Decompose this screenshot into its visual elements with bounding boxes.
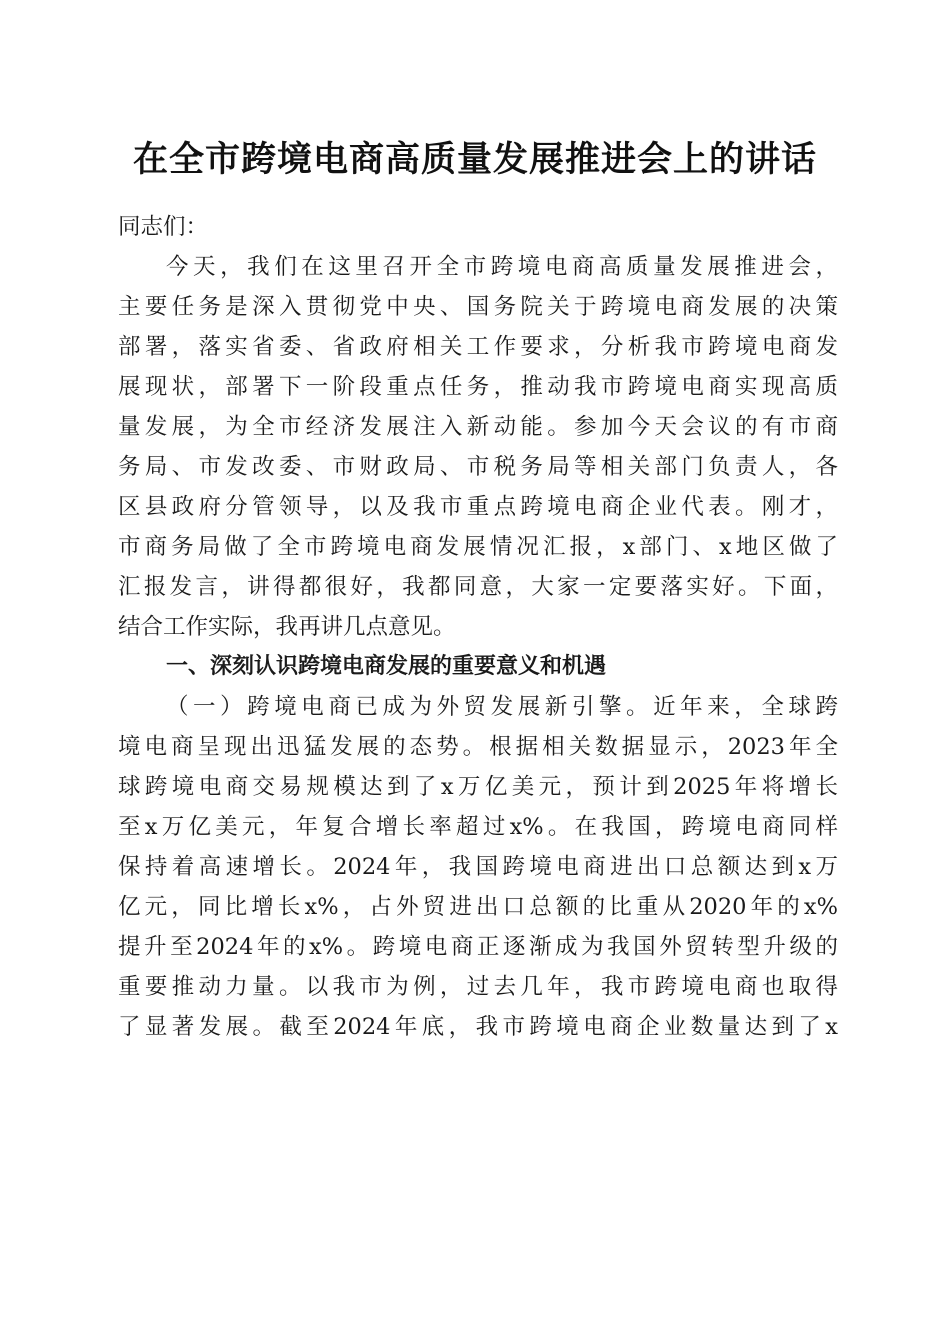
paragraph-line: 量发展，为全市经济发展注入新动能。参加今天会议的有市商 <box>118 414 838 440</box>
paragraph-line: （一）跨境电商已成为外贸发展新引擎。近年来，全球跨 <box>166 694 838 720</box>
section-heading: 一、深刻认识跨境电商发展的重要意义和机遇 <box>166 654 607 679</box>
paragraph-line: 提升至2024年的x%。跨境电商正逐渐成为我国外贸转型升级的 <box>118 934 838 960</box>
paragraph-line: 境电商呈现出迅猛发展的态势。根据相关数据显示，2023年全 <box>118 734 838 760</box>
paragraph-line: 主要任务是深入贯彻党中央、国务院关于跨境电商发展的决策 <box>118 294 838 320</box>
document-body <box>118 207 838 1047</box>
paragraph-line: 亿元，同比增长x%，占外贸进出口总额的比重从2020年的x% <box>118 894 838 920</box>
paragraph-line: 重要推动力量。以我市为例，过去几年，我市跨境电商也取得 <box>118 974 838 1000</box>
paragraph-line: 保持着高速增长。2024年，我国跨境电商进出口总额达到x万 <box>118 854 838 880</box>
paragraph-line: 结合工作实际，我再讲几点意见。 <box>118 614 456 640</box>
paragraph-line: 部署，落实省委、省政府相关工作要求，分析我市跨境电商发 <box>118 334 838 360</box>
paragraph-line: 球跨境电商交易规模达到了x万亿美元，预计到2025年将增长 <box>118 774 838 800</box>
salutation: 同志们： <box>118 214 209 240</box>
paragraph-line: 区县政府分管领导，以及我市重点跨境电商企业代表。刚才， <box>118 494 838 520</box>
paragraph-line: 市商务局做了全市跨境电商发展情况汇报，x部门、x地区做了 <box>118 534 838 560</box>
paragraph-line: 了显著发展。截至2024年底，我市跨境电商企业数量达到了x <box>118 1014 838 1040</box>
paragraph-line: 今天，我们在这里召开全市跨境电商高质量发展推进会， <box>166 254 838 280</box>
paragraph-line: 展现状，部署下一阶段重点任务，推动我市跨境电商实现高质 <box>118 374 838 400</box>
paragraph-line: 汇报发言，讲得都很好，我都同意，大家一定要落实好。下面， <box>118 574 838 600</box>
paragraph-line: 务局、市发改委、市财政局、市税务局等相关部门负责人，各 <box>118 454 838 480</box>
document-title: 在全市跨境电商高质量发展推进会上的讲话 <box>132 139 817 180</box>
paragraph-line: 至x万亿美元，年复合增长率超过x%。在我国，跨境电商同样 <box>118 814 838 840</box>
